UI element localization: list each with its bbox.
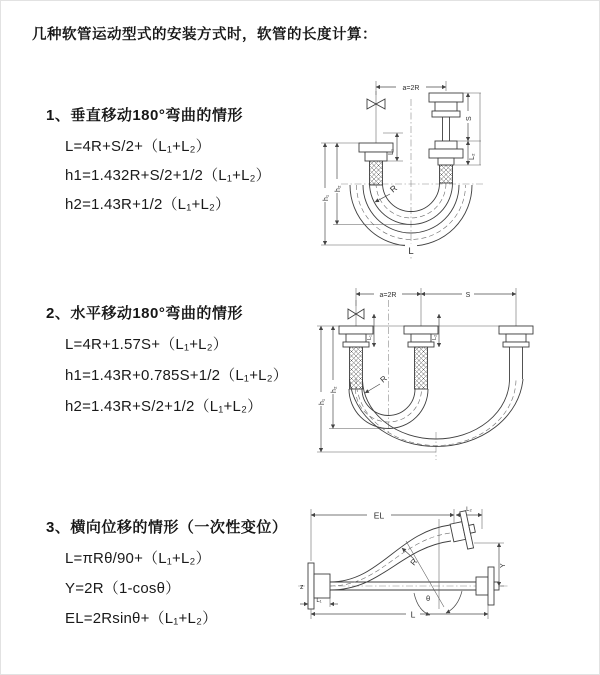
l1-label: L₁: [316, 598, 322, 604]
s-label: S: [465, 292, 471, 299]
diagram-lateral-displacement: [296, 501, 596, 651]
y-label: Y: [500, 563, 507, 568]
section1-formula-h1: h1=1.432R+S/2+1/2（L₁+L₂）: [65, 167, 271, 184]
section3-heading: 3、横向位移的情形（一次性变位）: [46, 519, 288, 536]
section1-formula-h2: h2=1.43R+1/2（L₁+L₂）: [65, 196, 231, 213]
right-flange-upper: [429, 93, 463, 117]
diagram-vertical-180-bend: [311, 71, 526, 266]
valve-icon: [367, 91, 385, 143]
s-label: S: [466, 116, 473, 121]
section1-formula-L: L=4R+S/2+（L₁+L₂）: [65, 138, 211, 155]
right-flange-lower: [429, 141, 463, 165]
h2-label: h₂: [335, 185, 342, 192]
dimension-l: [311, 605, 488, 620]
left-hose-braid: [370, 161, 383, 185]
l-label: L: [410, 609, 416, 620]
right-flange: [499, 326, 533, 347]
section2-heading: 2、水平移动180°弯曲的情形: [46, 305, 243, 322]
dimension-el: [311, 509, 454, 562]
l-label: L: [408, 246, 414, 257]
s-curve-hose: [330, 525, 451, 590]
section3-formula-Y: Y=2R（1-cosθ）: [65, 580, 181, 597]
r-label: R: [408, 557, 420, 568]
r-label: R: [378, 373, 389, 385]
h2-label: h₂: [331, 386, 338, 393]
right-hose-braid: [440, 165, 453, 183]
a2r-label: a=2R: [379, 292, 397, 299]
theta-label: θ: [426, 594, 431, 603]
a2r-label: a=2R: [402, 85, 420, 92]
section2-formula-h2: h2=1.43R+S/2+1/2（L₁+L₂）: [65, 398, 263, 415]
page-title: 几种软管运动型式的安装方式时，软管的长度计算：: [32, 27, 377, 43]
radius-leader: [365, 374, 389, 393]
el-label: EL: [373, 510, 385, 521]
section1-heading: 1、垂直移动180°弯曲的情形: [46, 107, 243, 124]
l1-label: L₁: [388, 148, 395, 155]
h1-label: h₁: [323, 194, 330, 201]
centerlines: [341, 99, 483, 259]
l2-label: L₂: [469, 153, 476, 160]
diagram-horizontal-180-bend: [311, 284, 561, 464]
valve-icon: [348, 300, 364, 326]
section3-formula-EL: EL=2Rsinθ+（L₁+L₂）: [65, 610, 218, 627]
l2-label: L₂: [432, 334, 438, 340]
middle-hose-braid: [415, 347, 428, 389]
tilted-flange: [448, 510, 478, 552]
section3-formula-L: L=πRθ/90+（L₁+L₂）: [65, 550, 211, 567]
section2-formula-L: L=4R+1.57S+（L₁+L₂）: [65, 336, 228, 353]
radius-leader: [402, 548, 419, 567]
l1-label: L₁: [367, 335, 373, 340]
right-flange: [476, 567, 499, 605]
dimension-s: [421, 288, 516, 326]
z-axis-mark: z: [300, 584, 304, 591]
section2-formula-h1: h1=1.43R+0.785S+1/2（L₁+L₂）: [65, 367, 288, 384]
l2-label: L₂: [466, 507, 472, 513]
r-label: R: [387, 182, 399, 195]
h1-label: h₁: [319, 398, 326, 405]
